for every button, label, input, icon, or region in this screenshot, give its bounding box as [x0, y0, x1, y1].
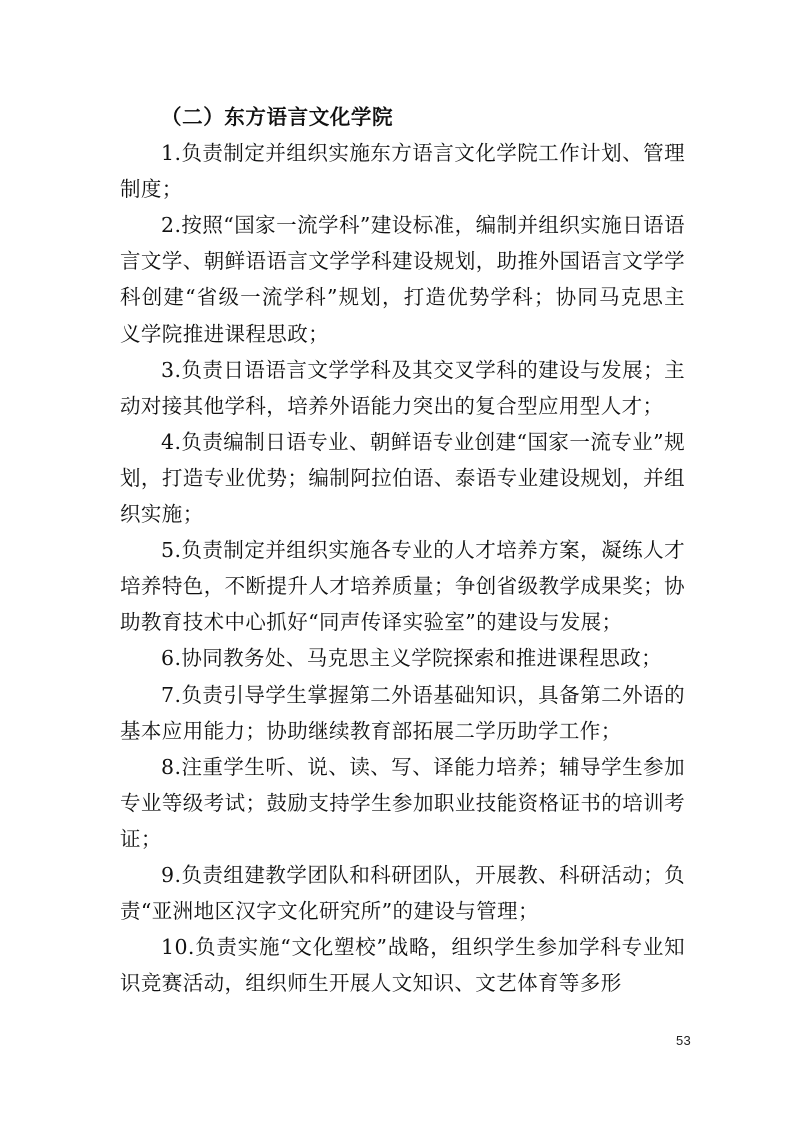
- paragraph-5: 5.负责制定并组织实施各专业的人才培养方案，凝练人才培养特色，不断提升人才培养质量；争创省级教学成果奖；协助教育技术中心抓好“同声传译实验室”的建设与发展；: [120, 538, 685, 635]
- document-body: [120, 99, 685, 1001]
- paragraph-4: 4.负责编制日语专业、朝鲜语专业创建“国家一流专业”规划，打造专业优势；编制阿拉伯语、泰语专业建设规划，并组织实施；: [120, 429, 685, 527]
- paragraph-9: 9.负责组建教学团队和科研团队，开展教、科研活动；负责“亚洲地区汉字文化研究所”的建设与管理；: [120, 862, 685, 924]
- paragraph-10: 10.负责实施“文化塑校”战略，组织学生参加学科专业知识竞赛活动，组织师生开展人文知识、文艺体育等多形: [120, 935, 685, 996]
- paragraph-2: 2.按照“国家一流学科”建设标准，编制并组织实施日语语言文学、朝鲜语语言文学学科建设规划，助推外国语言文学学科创建“省级一流学科”规划，打造优势学科；协同马克思主义学院推进课程思政；: [120, 213, 685, 346]
- paragraph-8: 8.注重学生听、说、读、写、译能力培养；辅导学生参加专业等级考试；鼓励支持学生参加职业技能资格证书的培训考证；: [120, 754, 685, 851]
- paragraph-1: 1.负责制定并组织实施东方语言文化学院工作计划、管理制度；: [120, 141, 685, 202]
- paragraph-7: 7.负责引导学生掌握第二外语基础知识，具备第二外语的基本应用能力；协助继续教育部拓展二学历助学工作；: [120, 682, 685, 743]
- page-number: 53: [676, 1033, 692, 1048]
- section-heading: （二）东方语言文化学院: [161, 105, 394, 129]
- paragraph-6: 6.协同教务处、马克思主义学院探索和推进课程思政；: [161, 646, 663, 671]
- paragraph-3: 3.负责日语语言文学学科及其交叉学科的建设与发展；主动对接其他学科，培养外语能力突出的复合型应用型人才；: [120, 357, 685, 418]
